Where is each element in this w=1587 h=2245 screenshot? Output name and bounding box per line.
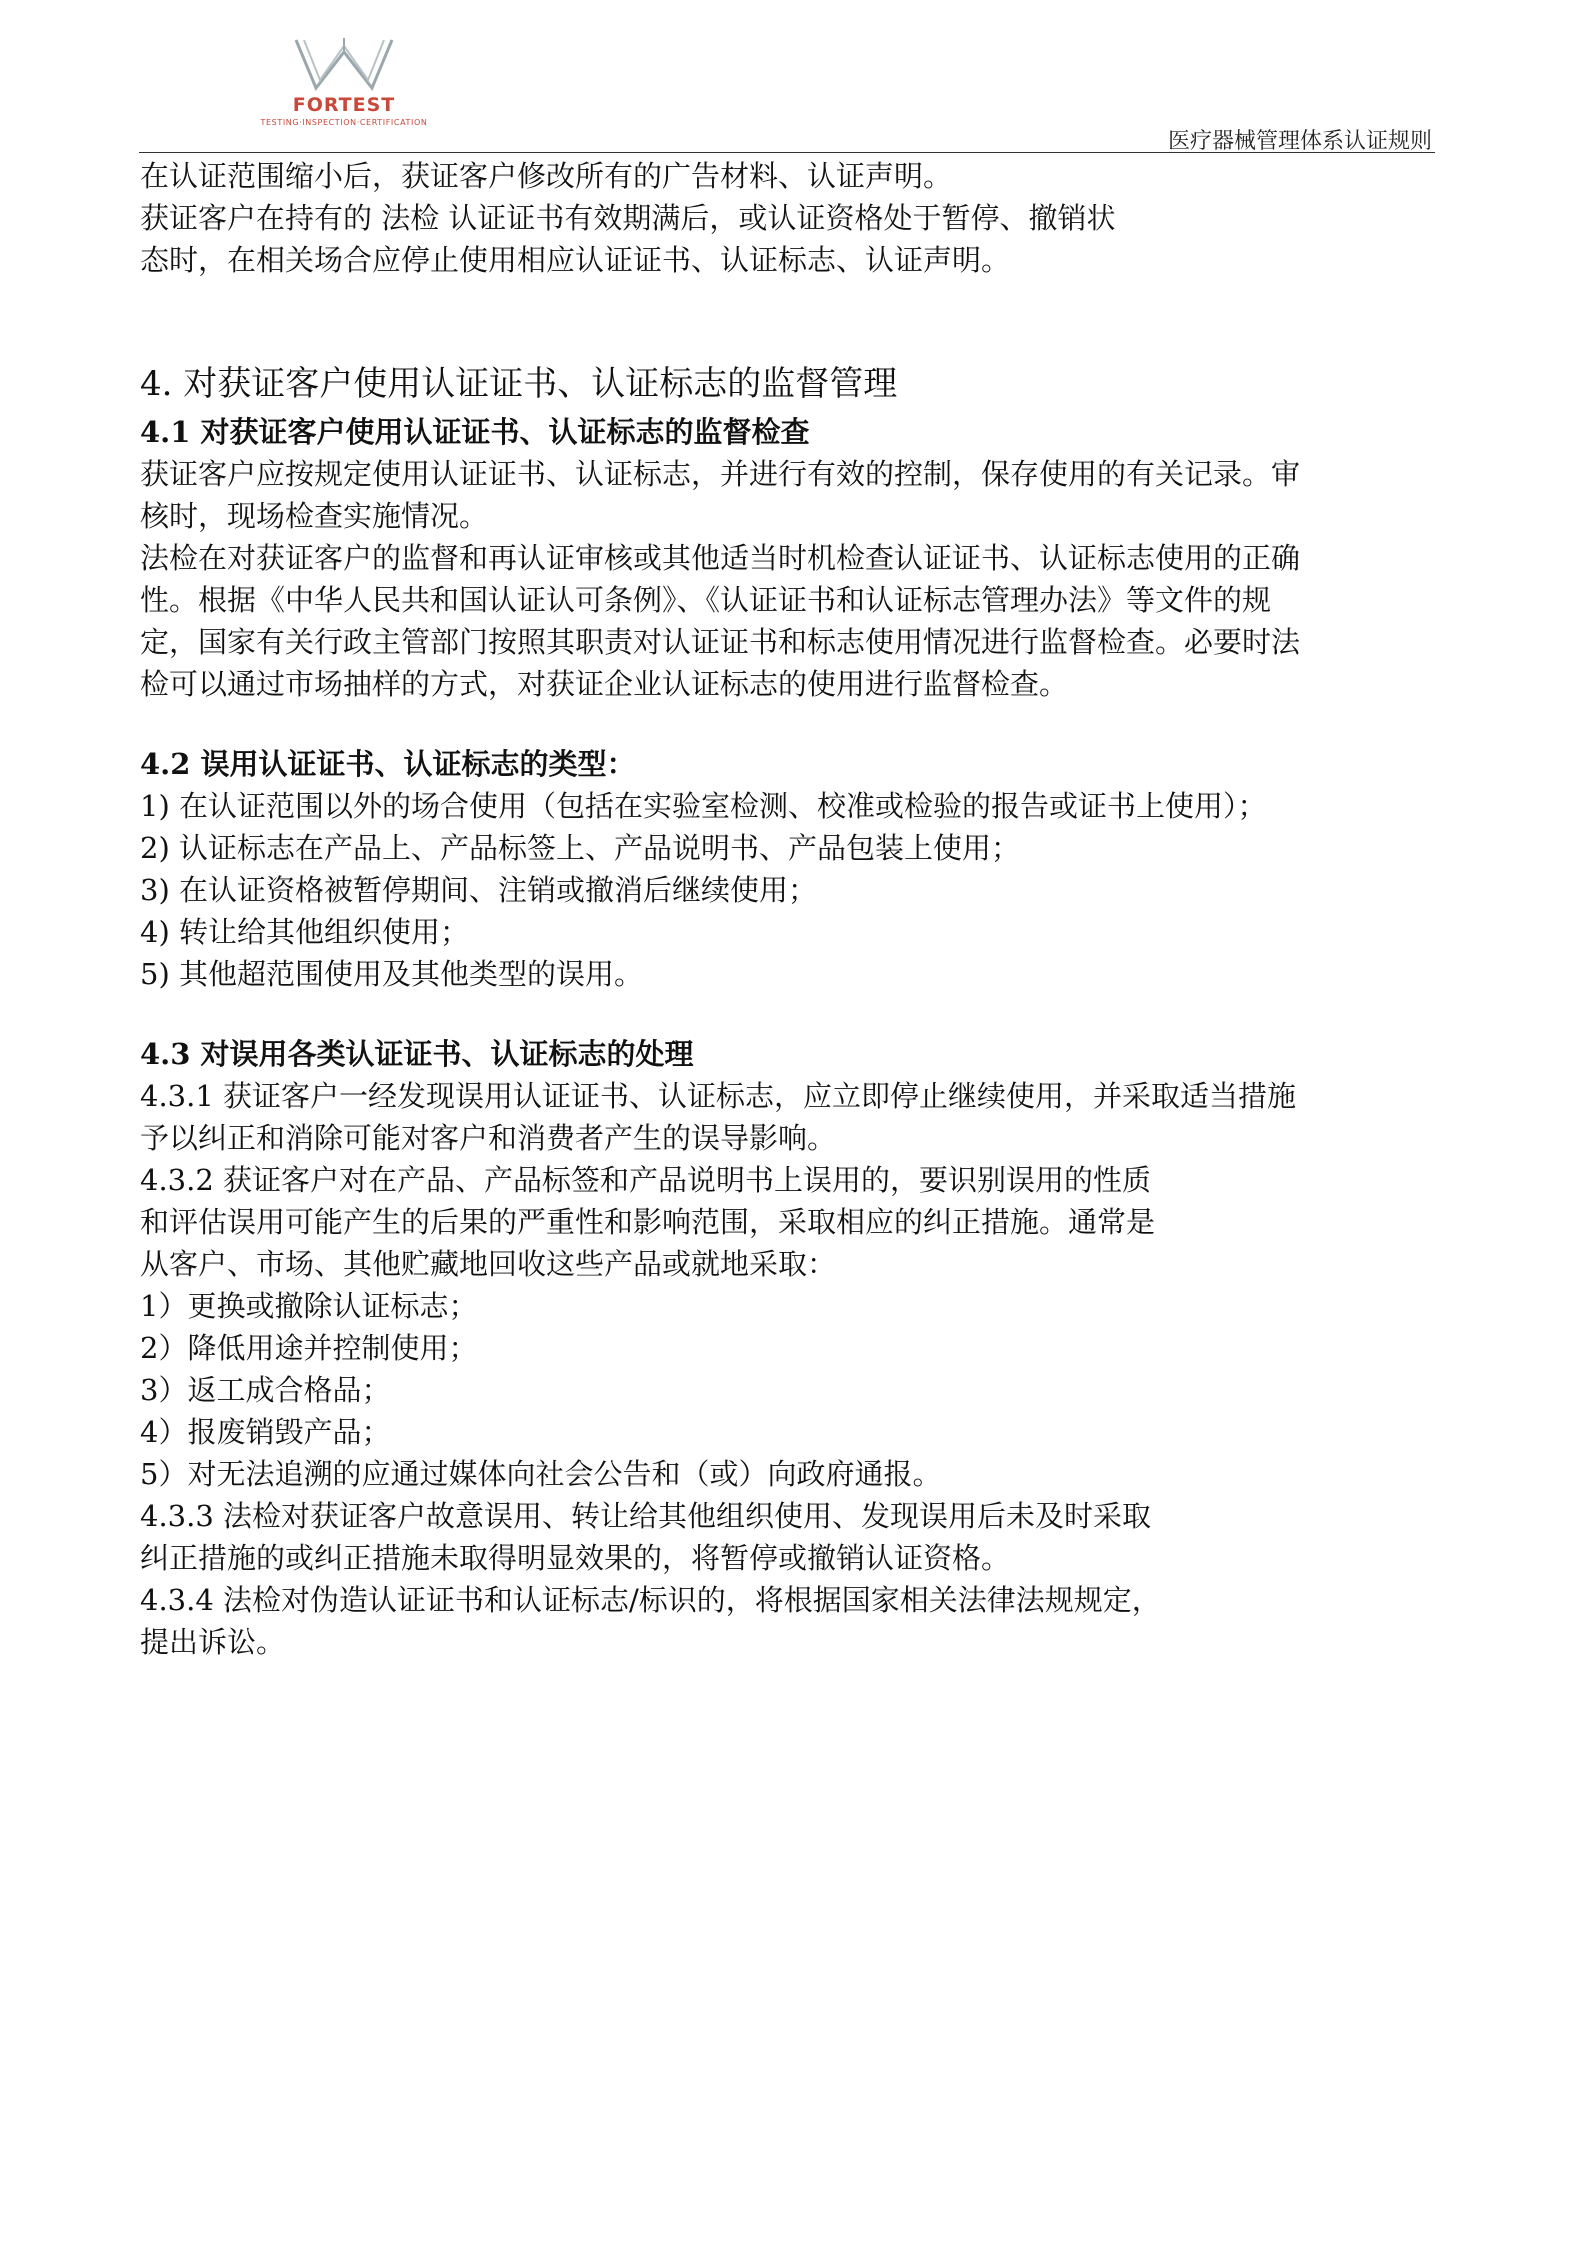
header-title: 医疗器械管理体系认证规则 xyxy=(1167,129,1432,154)
paragraph-line: 核时，现场检查实施情况。 xyxy=(140,499,489,533)
paragraph-line: 法检在对获证客户的监督和再认证审核或其他适当时机检查认证证书、认证标志使用的正确 xyxy=(140,541,1301,575)
header-divider xyxy=(139,152,1435,153)
list-item: 3) 在认证资格被暂停期间、注销或撤消后继续使用； xyxy=(140,873,817,907)
paragraph-line: 性。根据《中华人民共和国认证认可条例》、《认证证书和认证标志管理办法》等文件的规 xyxy=(140,583,1272,617)
paragraph-line: 提出诉讼。 xyxy=(140,1625,286,1659)
paragraph-line: 4.3.4 法检对伪造认证证书和认证标志/标识的，将根据国家相关法律法规规定， xyxy=(140,1583,1161,1617)
paragraph-line: 和评估误用可能产生的后果的严重性和影响范围，采取相应的纠正措施。通常是 xyxy=(140,1205,1156,1239)
paragraph-line: 予以纠正和消除可能对客户和消费者产生的误导影响。 xyxy=(140,1121,837,1155)
paragraph-line: 4.3.2 获证客户对在产品、产品标签和产品说明书上误用的，要识别误用的性质 xyxy=(140,1163,1152,1197)
fortest-w-logo-icon xyxy=(244,36,444,96)
section-4-heading: 4. 对获证客户使用认证证书、认证标志的监督管理 xyxy=(140,364,898,404)
paragraph-line: 4.3.1 获证客户一经发现误用认证证书、认证标志，应立即停止继续使用，并采取适当措施 xyxy=(140,1079,1297,1113)
paragraph-line: 检可以通过市场抽样的方式，对获证企业认证标志的使用进行监督检查。 xyxy=(140,667,1069,701)
section-4-2-heading: 4.2 误用认证证书、认证标志的类型： xyxy=(140,747,636,781)
list-item: 1）更换或撤除认证标志； xyxy=(140,1289,478,1323)
list-item: 3）返工成合格品； xyxy=(140,1373,391,1407)
list-item: 5）对无法追溯的应通过媒体向社会公告和（或）向政府通报。 xyxy=(140,1457,942,1491)
paragraph-line: 定，国家有关行政主管部门按照其职责对认证证书和标志使用情况进行监督检查。必要时法 xyxy=(140,625,1301,659)
list-item: 4）报废销毁产品； xyxy=(140,1415,391,1449)
paragraph-line: 纠正措施的或纠正措施未取得明显效果的，将暂停或撤销认证资格。 xyxy=(140,1541,1011,1575)
section-4-3-heading: 4.3 对误用各类认证证书、认证标志的处理 xyxy=(140,1037,694,1071)
intro-line: 获证客户在持有的 法检 认证证书有效期满后，或认证资格处于暂停、撤销状 xyxy=(140,201,1116,235)
list-item: 2) 认证标志在产品上、产品标签上、产品说明书、产品包装上使用； xyxy=(140,831,1020,865)
intro-line: 在认证范围缩小后，获证客户修改所有的广告材料、认证声明。 xyxy=(140,159,953,193)
logo-name: FORTEST xyxy=(292,94,396,116)
paragraph-line: 4.3.3 法检对获证客户故意误用、转让给其他组织使用、发现误用后未及时采取 xyxy=(140,1499,1152,1533)
list-item: 1) 在认证范围以外的场合使用（包括在实验室检测、校准或检验的报告或证书上使用）； xyxy=(140,789,1267,823)
logo-tagline: TESTING·INSPECTION·CERTIFICATION xyxy=(260,118,428,127)
intro-line: 态时，在相关场合应停止使用相应认证证书、认证标志、认证声明。 xyxy=(140,243,1011,277)
list-item: 2）降低用途并控制使用； xyxy=(140,1331,478,1365)
list-item: 4) 转让给其他组织使用； xyxy=(140,915,469,949)
section-4-1-heading: 4.1 对获证客户使用认证证书、认证标志的监督检查 xyxy=(140,415,810,449)
paragraph-line: 获证客户应按规定使用认证证书、认证标志，并进行有效的控制，保存使用的有关记录。审 xyxy=(140,457,1301,491)
company-logo xyxy=(244,36,444,138)
paragraph-line: 从客户、市场、其他贮藏地回收这些产品或就地采取： xyxy=(140,1247,837,1281)
list-item: 5) 其他超范围使用及其他类型的误用。 xyxy=(140,957,643,991)
